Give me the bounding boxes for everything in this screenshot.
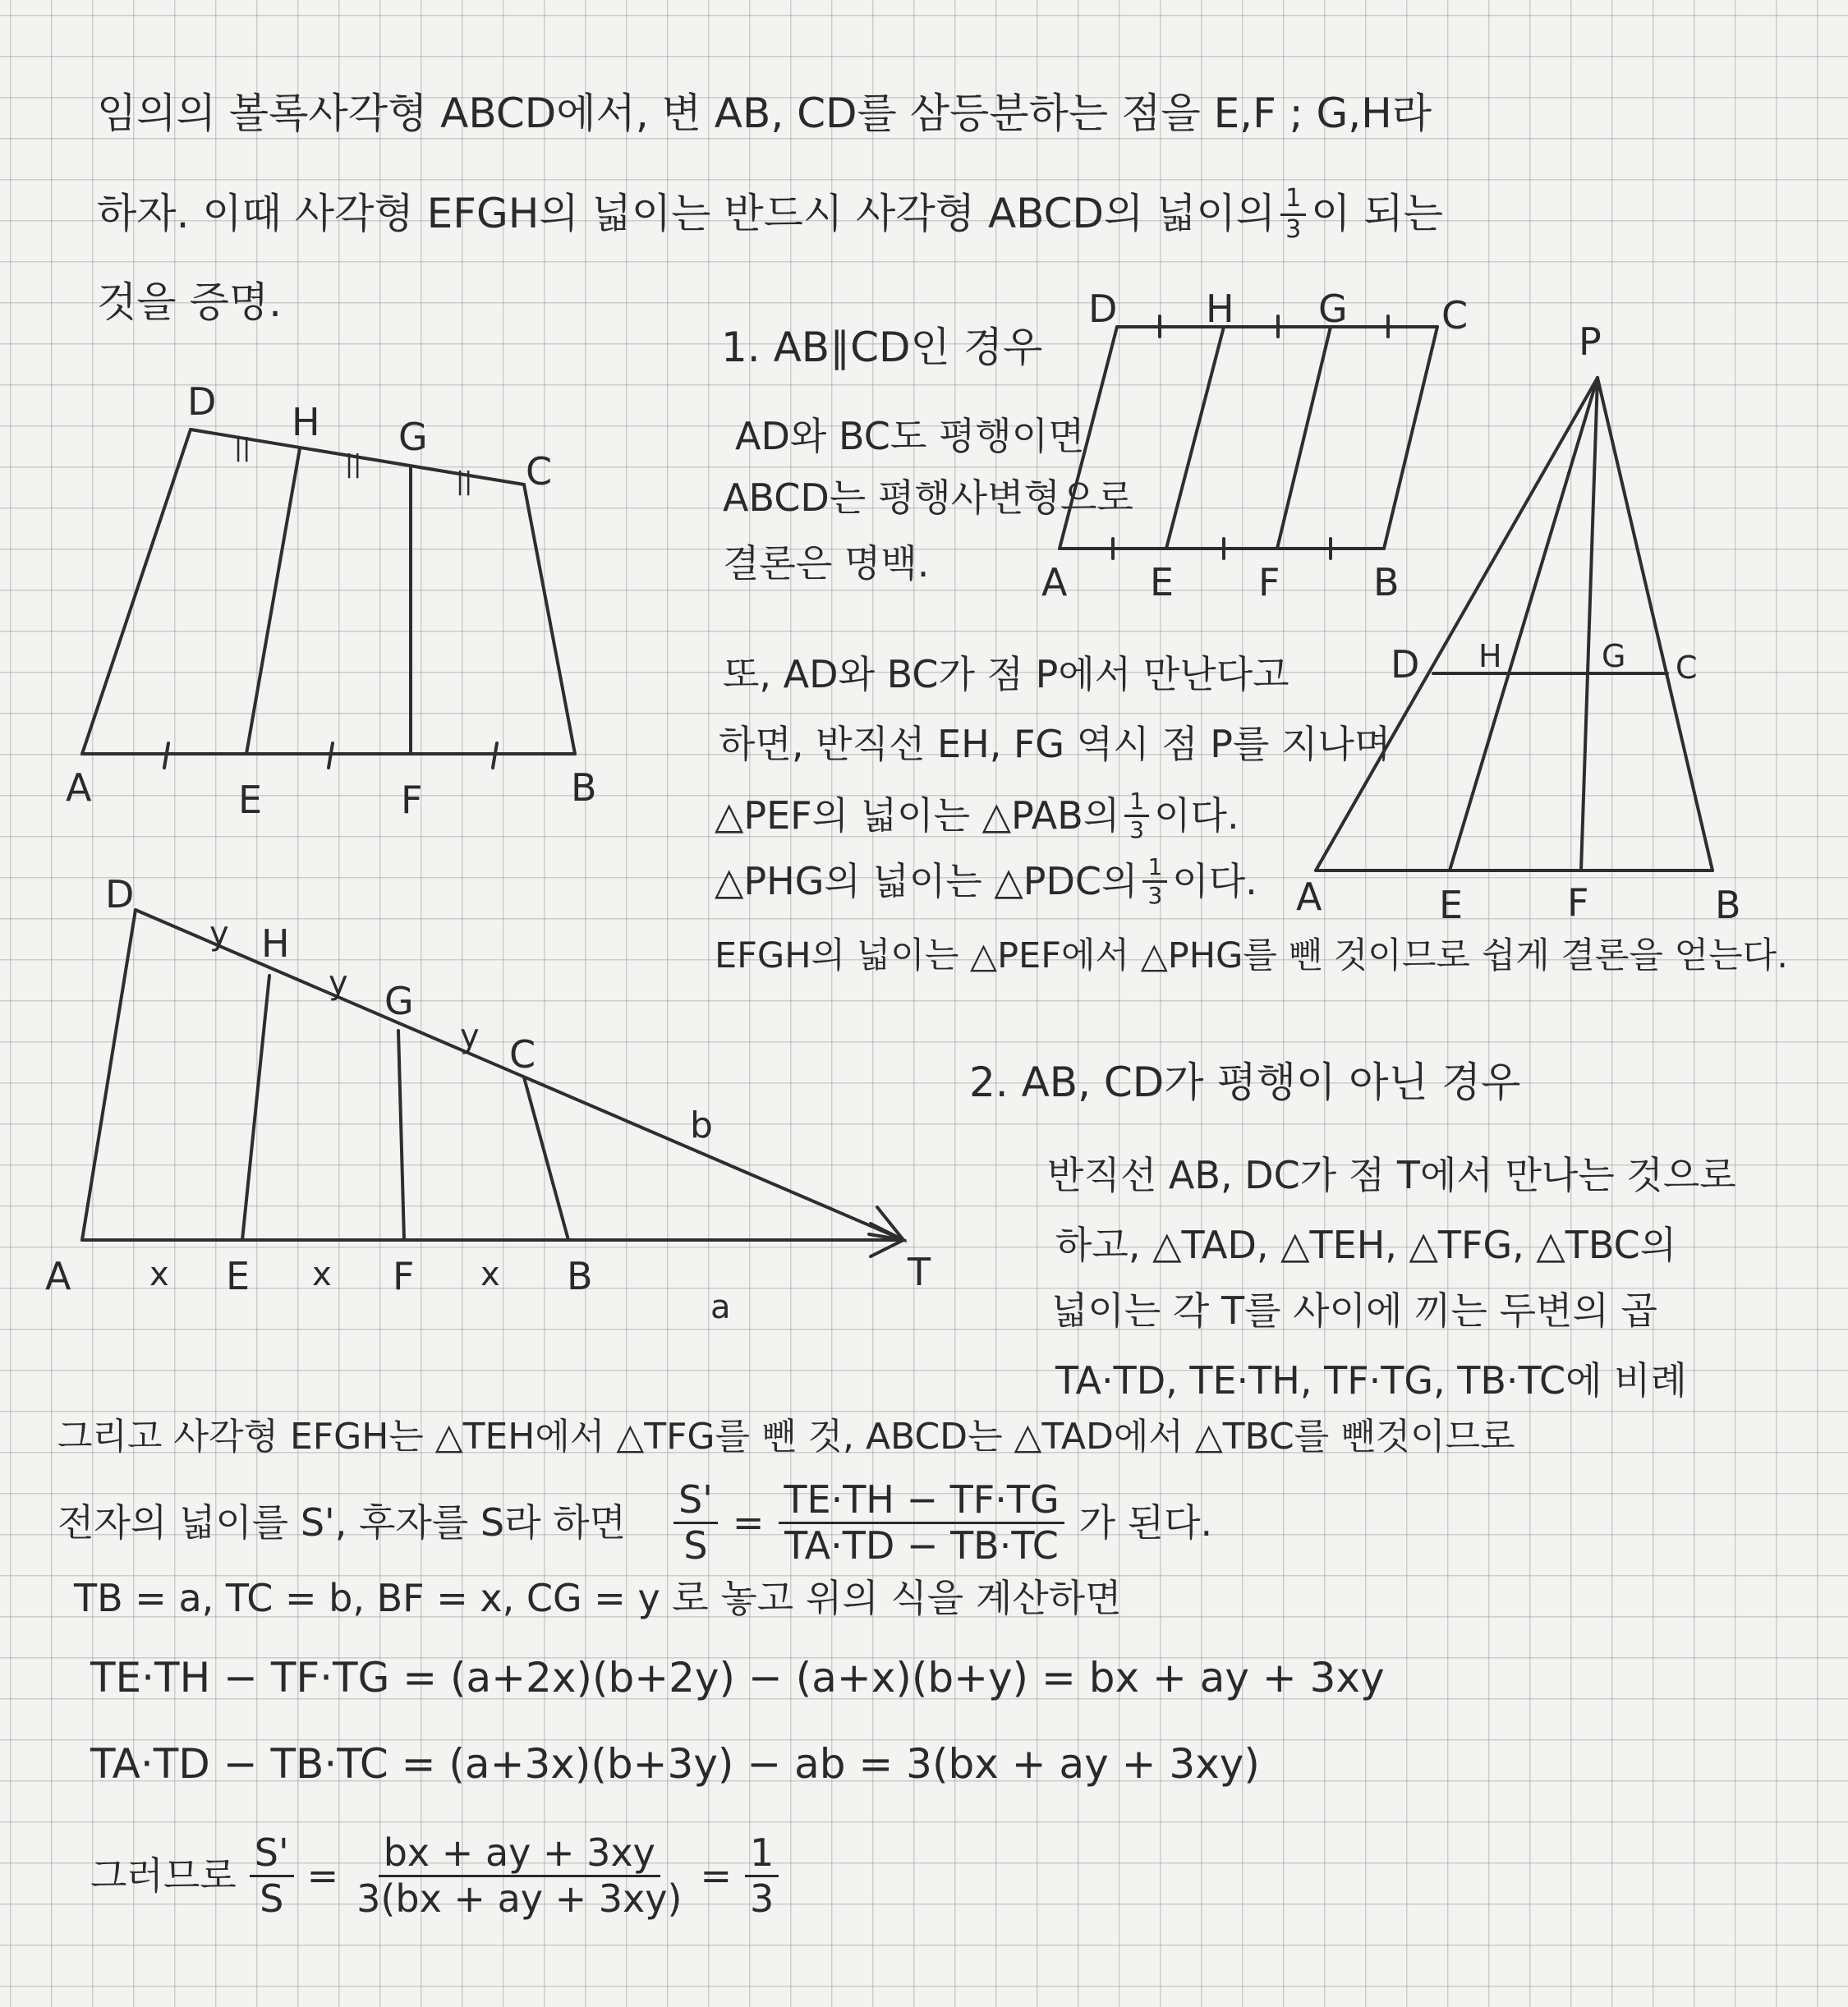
label-h: H <box>1206 287 1234 331</box>
case2-line-4: TA·TD, TE·TH, TF·TG, TB·TC에 비례 <box>1055 1358 1687 1403</box>
side-ad <box>82 910 136 1240</box>
label-c: C <box>526 449 553 494</box>
label-e: E <box>238 778 263 822</box>
case1-line-3: 결론은 명백. <box>723 541 930 586</box>
case1b-line-3-text: △PEF의 넓이는 △PAB의 <box>715 793 1120 838</box>
label-b: B <box>1715 883 1741 927</box>
case1-line-2: ABCD는 평행사변형으로 <box>723 475 1133 520</box>
tick-mark: || <box>456 467 473 496</box>
label-x-1: x <box>149 1256 169 1293</box>
frac-den: 3 <box>1147 882 1163 910</box>
label-e: E <box>1150 560 1175 604</box>
label-f: F <box>1258 560 1280 604</box>
frac-num: 1 <box>1124 788 1149 817</box>
label-b: B <box>571 765 597 810</box>
label-g: G <box>1602 638 1626 674</box>
ratio-num: S' <box>673 1478 718 1524</box>
label-t: T <box>908 1250 931 1294</box>
case1-title: 1. AB∥CD인 경우 <box>721 324 1043 371</box>
case1b-line-3-tail: 이다. <box>1154 793 1239 838</box>
equals-sign: = <box>306 1853 339 1898</box>
side-bc <box>524 1077 568 1240</box>
final-result-num: 1 <box>745 1831 779 1877</box>
label-y-2: y <box>329 964 348 1002</box>
label-p: P <box>1579 319 1602 364</box>
frac-den: 3 <box>1285 214 1302 244</box>
label-x-3: x <box>480 1256 500 1293</box>
case2-line-3: 넓이는 각 T를 사이에 끼는 두변의 곱 <box>1051 1288 1657 1333</box>
problem-line-1: 임의의 볼록사각형 ABCD에서, 변 AB, CD를 삼등분하는 점을 E,F ; G,H라 <box>97 90 1432 137</box>
case1b-line-4-tail: 이다. <box>1172 859 1257 904</box>
label-a: A <box>66 765 92 810</box>
case1b-line-2: 하면, 반직선 EH, FG 역시 점 P를 지나며 <box>719 722 1391 766</box>
frac-den: 3 <box>1129 816 1145 844</box>
label-d: D <box>187 379 217 424</box>
case1b-line-1: 또, AD와 BC가 점 P에서 만난다고 <box>723 652 1289 696</box>
final-result-den: 3 <box>749 1876 775 1921</box>
tick-mark: || <box>234 434 251 462</box>
segment-fg <box>398 1031 404 1240</box>
ratio-den: S <box>260 1876 284 1921</box>
frac-num: 1 <box>1280 185 1306 216</box>
label-h: H <box>292 400 320 444</box>
label-h: H <box>261 921 290 966</box>
label-c: C <box>509 1032 536 1077</box>
label-f: F <box>1567 880 1589 925</box>
case1b-line-5: EFGH의 넓이는 △PEF에서 △PHG를 뺀 것이므로 쉽게 결론을 얻는다. <box>715 935 1788 976</box>
label-e: E <box>1439 883 1464 927</box>
label-c: C <box>1441 293 1469 338</box>
problem-line-2-text: 하자. 이때 사각형 EFGH의 넓이는 반드시 사각형 ABCD의 넓이의 <box>97 190 1276 238</box>
case2-title: 2. AB, CD가 평행이 아닌 경우 <box>969 1059 1521 1106</box>
label-e: E <box>226 1254 251 1298</box>
case1-line-1: AD와 BC도 평행이면 <box>735 414 1085 458</box>
case2-line-2: 하고, △TAD, △TEH, △TFG, △TBC의 <box>1055 1223 1677 1267</box>
label-d: D <box>1088 287 1118 331</box>
equals-sign: = <box>732 1500 765 1545</box>
tick-mark: || <box>345 450 362 479</box>
label-g: G <box>1318 287 1348 331</box>
label-a-length: a <box>710 1288 731 1326</box>
label-a: A <box>1041 560 1068 604</box>
label-h: H <box>1478 638 1502 674</box>
conclusion-word: 그러므로 <box>90 1853 237 1898</box>
case2-line-1: 반직선 AB, DC가 점 T에서 만나는 것으로 <box>1047 1153 1736 1197</box>
ratio-num: S' <box>250 1831 294 1877</box>
label-a: A <box>1296 875 1322 919</box>
proof-line-2-tail: 가 된다. <box>1078 1500 1213 1545</box>
equation-1: TE·TH − TF·TG = (a+2x)(b+2y) − (a+x)(b+y) = bx + ay + 3xy <box>90 1654 1385 1702</box>
label-x-2: x <box>312 1256 332 1293</box>
ratio-den: S <box>683 1522 708 1568</box>
label-y-1: y <box>209 915 229 953</box>
label-c: C <box>1676 650 1698 686</box>
label-a: A <box>45 1254 71 1298</box>
label-y-3: y <box>460 1017 480 1055</box>
label-b: B <box>1373 560 1400 604</box>
label-b-length: b <box>690 1105 713 1146</box>
label-g: G <box>384 979 414 1023</box>
ratio-rhs-den: TA·TD − TB·TC <box>784 1522 1059 1568</box>
final-den: 3(bx + ay + 3xy) <box>356 1876 683 1921</box>
problem-line-3: 것을 증명. <box>97 278 282 326</box>
equals-sign: = <box>700 1853 732 1898</box>
proof-line-1: 그리고 사각형 EFGH는 △TEH에서 △TFG를 뺀 것, ABCD는 △TAD에서 △TBC를 뺀것이므로 <box>57 1416 1515 1458</box>
ratio-rhs-num: TE·TH − TF·TG <box>779 1478 1064 1524</box>
problem-line-2-tail: 이 되는 <box>1311 190 1443 238</box>
segment-eh <box>242 976 269 1240</box>
label-g: G <box>398 415 428 459</box>
label-f: F <box>393 1254 415 1298</box>
proof-line-2-text: 전자의 넓이를 S', 후자를 S라 하면 <box>57 1500 627 1545</box>
label-b: B <box>567 1254 593 1298</box>
equation-2: TA·TD − TB·TC = (a+3x)(b+3y) − ab = 3(bx + ay + 3xy) <box>90 1740 1260 1788</box>
final-num: bx + ay + 3xy <box>379 1831 660 1877</box>
label-f: F <box>401 778 423 822</box>
label-d: D <box>1391 642 1420 687</box>
frac-num: 1 <box>1142 854 1167 883</box>
case1b-line-4-text: △PHG의 넓이는 △PDC의 <box>715 859 1138 904</box>
proof-line-3: TB = a, TC = b, BF = x, CG = y 로 놓고 위의 식을 계산하면 <box>74 1576 1122 1620</box>
label-d: D <box>105 872 135 916</box>
